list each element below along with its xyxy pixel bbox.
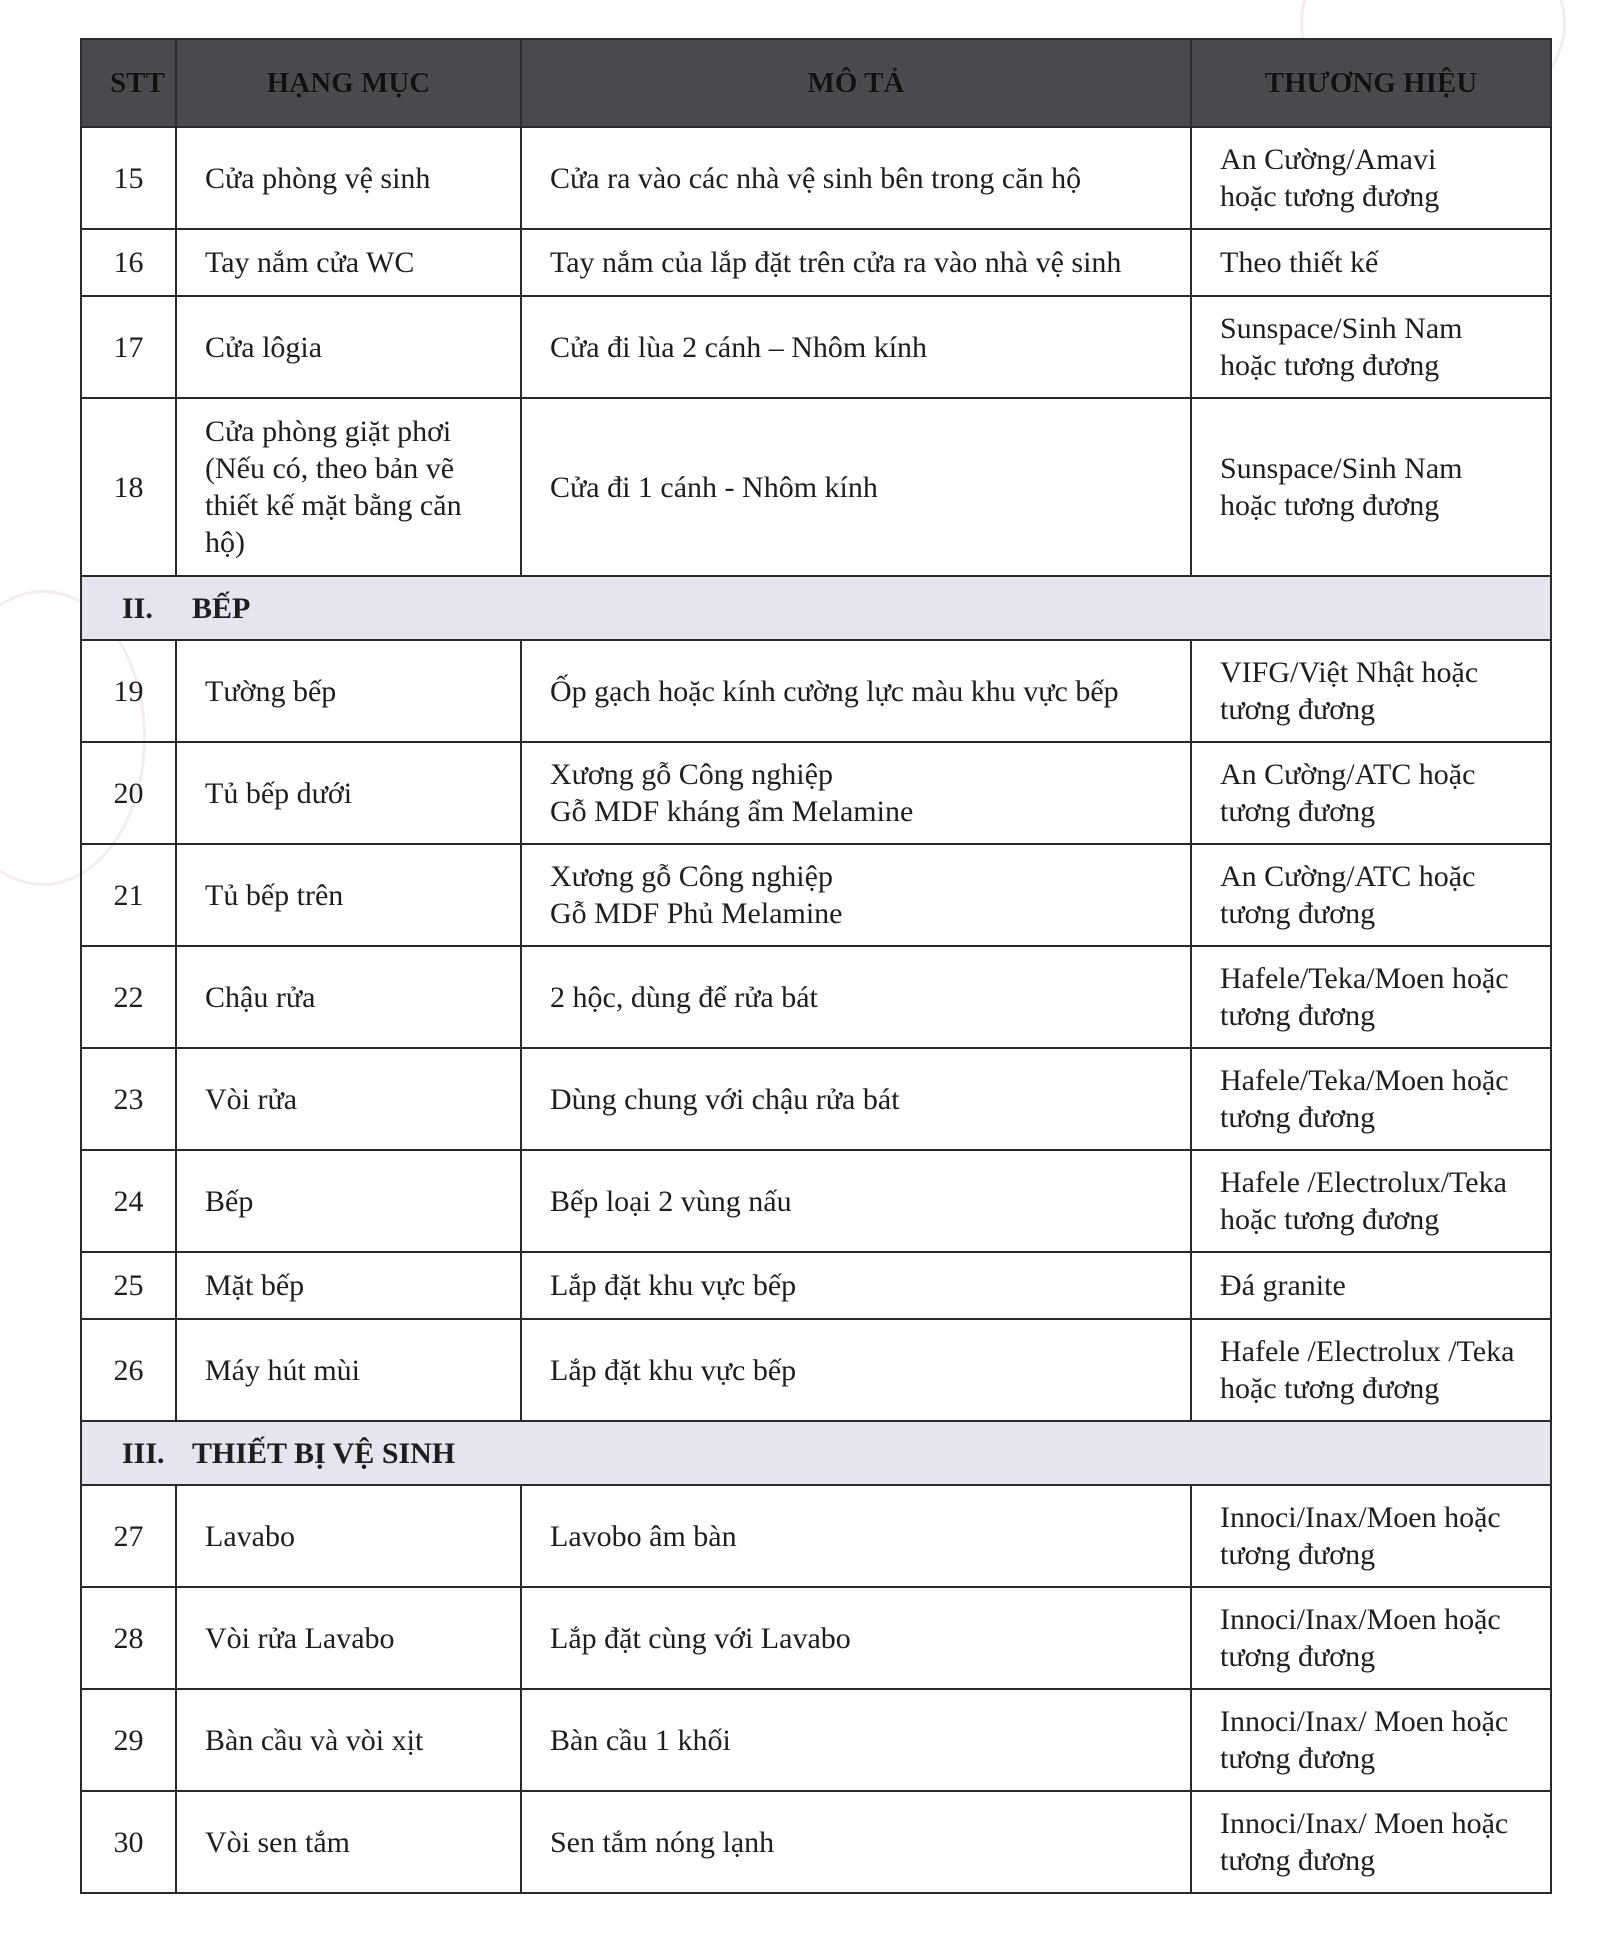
row-category-cell (176, 1587, 521, 1689)
cell-line: Hafele/Teka/Moen hoặc (1220, 1064, 1509, 1097)
cell-line: hoặc tương đương (1220, 1372, 1440, 1405)
cell-line: hoặc tương đương (1220, 489, 1440, 522)
table-body-top (81, 127, 1551, 576)
header-category: HẠNG MỤC (176, 39, 521, 127)
cell-line: Máy hút mùi (205, 1353, 360, 1387)
section-title-cell (81, 1421, 1551, 1485)
cell-line: Lắp đặt khu vực bếp (550, 1269, 797, 1302)
row-brand-cell (1191, 1150, 1551, 1252)
row-brand-cell (1191, 742, 1551, 844)
row-brand-cell (1191, 844, 1551, 946)
row-stt-cell: 22 (81, 946, 176, 1048)
row-category-cell (176, 844, 521, 946)
cell-line: tương đương (1220, 693, 1376, 726)
table-row (81, 742, 1551, 844)
cell-line: Cửa đi lùa 2 cánh – Nhôm kính (550, 330, 928, 364)
row-brand-cell (1191, 127, 1551, 229)
cell-line: hoặc tương đương (1220, 180, 1440, 213)
cell-line: tương đương (1220, 999, 1376, 1032)
row-brand-cell (1191, 1252, 1551, 1319)
cell-line: Innoci/Inax/ Moen hoặc (1220, 1705, 1509, 1738)
cell-line: Sen tắm nóng lạnh (550, 1825, 775, 1859)
specification-table (80, 38, 1552, 1894)
table-row (81, 640, 1551, 742)
row-description-cell (521, 398, 1191, 576)
table-row (81, 844, 1551, 946)
section-number: II. (122, 591, 153, 625)
table-row (81, 1150, 1551, 1252)
cell-line: tương đương (1220, 1538, 1376, 1571)
row-category-cell (176, 1791, 521, 1893)
row-description-cell (521, 1689, 1191, 1791)
cell-line: Gỗ MDF kháng ẩm Melamine (550, 795, 914, 828)
row-brand-cell (1191, 398, 1551, 576)
table-body-kitchen (81, 640, 1551, 1421)
row-stt-cell: 18 (81, 398, 176, 576)
cell-line: Hafele /Electrolux /Teka (1220, 1335, 1515, 1368)
section-row-kitchen (81, 576, 1551, 640)
cell-line: Ốp gạch hoặc kính cường lực màu khu vực bếp (550, 674, 1119, 708)
header-description: MÔ TẢ (521, 39, 1191, 127)
header-stt: STT (81, 39, 176, 127)
table-row (81, 398, 1551, 576)
cell-line: Lắp đặt cùng với Lavabo (550, 1621, 851, 1655)
cell-line: Sunspace/Sinh Nam (1220, 452, 1463, 485)
table-row (81, 1319, 1551, 1421)
row-brand-cell (1191, 946, 1551, 1048)
section-title: BẾP (192, 591, 251, 625)
cell-line: Bàn cầu 1 khối (550, 1723, 731, 1757)
row-stt-cell: 17 (81, 296, 176, 398)
row-description-cell (521, 1319, 1191, 1421)
table-row (81, 1485, 1551, 1587)
cell-line: Vòi rửa (205, 1082, 298, 1116)
row-stt-cell: 24 (81, 1150, 176, 1252)
cell-line: Đá granite (1220, 1269, 1346, 1302)
cell-line: Hafele/Teka/Moen hoặc (1220, 962, 1509, 995)
cell-line: Gỗ MDF Phủ Melamine (550, 897, 843, 930)
row-stt-cell: 28 (81, 1587, 176, 1689)
table-header-row (81, 39, 1551, 127)
cell-line: hộ) (205, 526, 245, 559)
row-description-cell (521, 1048, 1191, 1150)
cell-line: Lavobo âm bàn (550, 1519, 737, 1553)
cell-line: tương đương (1220, 795, 1376, 828)
cell-line: Tường bếp (205, 674, 337, 708)
row-description-cell (521, 1150, 1191, 1252)
row-description-cell (521, 127, 1191, 229)
row-stt-cell: 19 (81, 640, 176, 742)
cell-line: tương đương (1220, 897, 1376, 930)
row-stt-cell: 21 (81, 844, 176, 946)
section-title-cell (81, 576, 1551, 640)
cell-line: An Cường/ATC hoặc (1220, 860, 1476, 893)
table-section-kitchen (81, 576, 1551, 640)
table-row (81, 946, 1551, 1048)
cell-line: Lắp đặt khu vực bếp (550, 1353, 797, 1387)
cell-line: Sunspace/Sinh Nam (1220, 312, 1463, 345)
row-category-cell (176, 640, 521, 742)
row-description-cell (521, 1791, 1191, 1893)
cell-line: Lavabo (205, 1519, 295, 1553)
cell-line: Cửa lôgia (205, 330, 323, 364)
cell-line: tương đương (1220, 1640, 1376, 1673)
row-category-cell (176, 1252, 521, 1319)
cell-line: Cửa ra vào các nhà vệ sinh bên trong căn hộ (550, 161, 1082, 195)
row-description-cell (521, 946, 1191, 1048)
table-row (81, 229, 1551, 296)
row-brand-cell (1191, 1048, 1551, 1150)
row-stt-cell: 23 (81, 1048, 176, 1150)
cell-line: Cửa đi 1 cánh - Nhôm kính (550, 470, 878, 504)
row-brand-cell (1191, 1485, 1551, 1587)
cell-line: Cửa phòng vệ sinh (205, 161, 431, 195)
cell-line: VIFG/Việt Nhật hoặc (1220, 656, 1479, 689)
row-category-cell (176, 1048, 521, 1150)
row-brand-cell (1191, 1319, 1551, 1421)
cell-line: hoặc tương đương (1220, 349, 1440, 382)
row-category-cell (176, 296, 521, 398)
cell-line: Bàn cầu và vòi xịt (205, 1723, 424, 1757)
cell-line: Chậu rửa (205, 980, 316, 1014)
row-stt-cell: 20 (81, 742, 176, 844)
row-stt-cell: 29 (81, 1689, 176, 1791)
table-row (81, 1048, 1551, 1150)
row-stt-cell: 25 (81, 1252, 176, 1319)
row-description-cell (521, 844, 1191, 946)
cell-line: Vòi sen tắm (205, 1825, 350, 1859)
table-section-bath (81, 1421, 1551, 1485)
cell-line: Dùng chung với chậu rửa bát (550, 1082, 900, 1116)
cell-line: Tủ bếp dưới (205, 776, 353, 810)
row-description-cell (521, 1252, 1191, 1319)
cell-line: Innoci/Inax/Moen hoặc (1220, 1501, 1501, 1534)
row-brand-cell (1191, 229, 1551, 296)
header-brand: THƯƠNG HIỆU (1191, 39, 1551, 127)
cell-line: 2 hộc, dùng để rửa bát (550, 980, 818, 1014)
cell-line: Tay nắm của lắp đặt trên cửa ra vào nhà vệ sinh (550, 246, 1122, 279)
table-row (81, 1252, 1551, 1319)
cell-line: Hafele /Electrolux/Teka (1220, 1166, 1507, 1199)
row-category-cell (176, 742, 521, 844)
cell-line: tương đương (1220, 1742, 1376, 1775)
row-category-cell (176, 1689, 521, 1791)
table-row (81, 1791, 1551, 1893)
cell-line: (Nếu có, theo bản vẽ (205, 452, 455, 485)
row-brand-cell (1191, 640, 1551, 742)
row-category-cell (176, 1150, 521, 1252)
cell-line: Xương gỗ Công nghiệp (550, 860, 833, 893)
row-description-cell (521, 1485, 1191, 1587)
section-number: III. (122, 1436, 165, 1470)
cell-line: tương đương (1220, 1101, 1376, 1134)
row-brand-cell (1191, 1689, 1551, 1791)
cell-line: Innoci/Inax/Moen hoặc (1220, 1603, 1501, 1636)
cell-line: Innoci/Inax/ Moen hoặc (1220, 1807, 1509, 1840)
cell-line: hoặc tương đương (1220, 1203, 1440, 1236)
table-row (81, 1689, 1551, 1791)
row-description-cell (521, 742, 1191, 844)
cell-line: An Cường/ATC hoặc (1220, 758, 1476, 791)
cell-line: Tay nắm cửa WC (205, 246, 415, 279)
row-brand-cell (1191, 1587, 1551, 1689)
row-category-cell (176, 1319, 521, 1421)
row-category-cell (176, 946, 521, 1048)
cell-line: thiết kế mặt bằng căn (205, 489, 462, 522)
section-row-bath (81, 1421, 1551, 1485)
row-description-cell (521, 640, 1191, 742)
cell-line: Cửa phòng giặt phơi (205, 415, 452, 448)
table-row (81, 127, 1551, 229)
row-category-cell (176, 1485, 521, 1587)
table-body-bath (81, 1485, 1551, 1893)
row-stt-cell: 30 (81, 1791, 176, 1893)
row-stt-cell: 16 (81, 229, 176, 296)
cell-line: Vòi rửa Lavabo (205, 1621, 395, 1655)
row-description-cell (521, 296, 1191, 398)
row-brand-cell (1191, 296, 1551, 398)
cell-line: Theo thiết kế (1220, 246, 1379, 279)
table-row (81, 296, 1551, 398)
cell-line: Mặt bếp (205, 1269, 305, 1302)
cell-line: Xương gỗ Công nghiệp (550, 758, 833, 791)
cell-line: Bếp (205, 1184, 254, 1218)
cell-line: Bếp loại 2 vùng nấu (550, 1184, 792, 1218)
row-stt-cell: 15 (81, 127, 176, 229)
row-brand-cell (1191, 1791, 1551, 1893)
row-stt-cell: 27 (81, 1485, 176, 1587)
row-description-cell (521, 229, 1191, 296)
table-row (81, 1587, 1551, 1689)
cell-line: tương đương (1220, 1844, 1376, 1877)
cell-line: Tủ bếp trên (205, 878, 344, 912)
section-title: THIẾT BỊ VỆ SINH (192, 1436, 456, 1470)
row-category-cell (176, 127, 521, 229)
row-stt-cell: 26 (81, 1319, 176, 1421)
row-description-cell (521, 1587, 1191, 1689)
cell-line: An Cường/Amavi (1220, 143, 1437, 176)
row-category-cell (176, 398, 521, 576)
row-category-cell (176, 229, 521, 296)
